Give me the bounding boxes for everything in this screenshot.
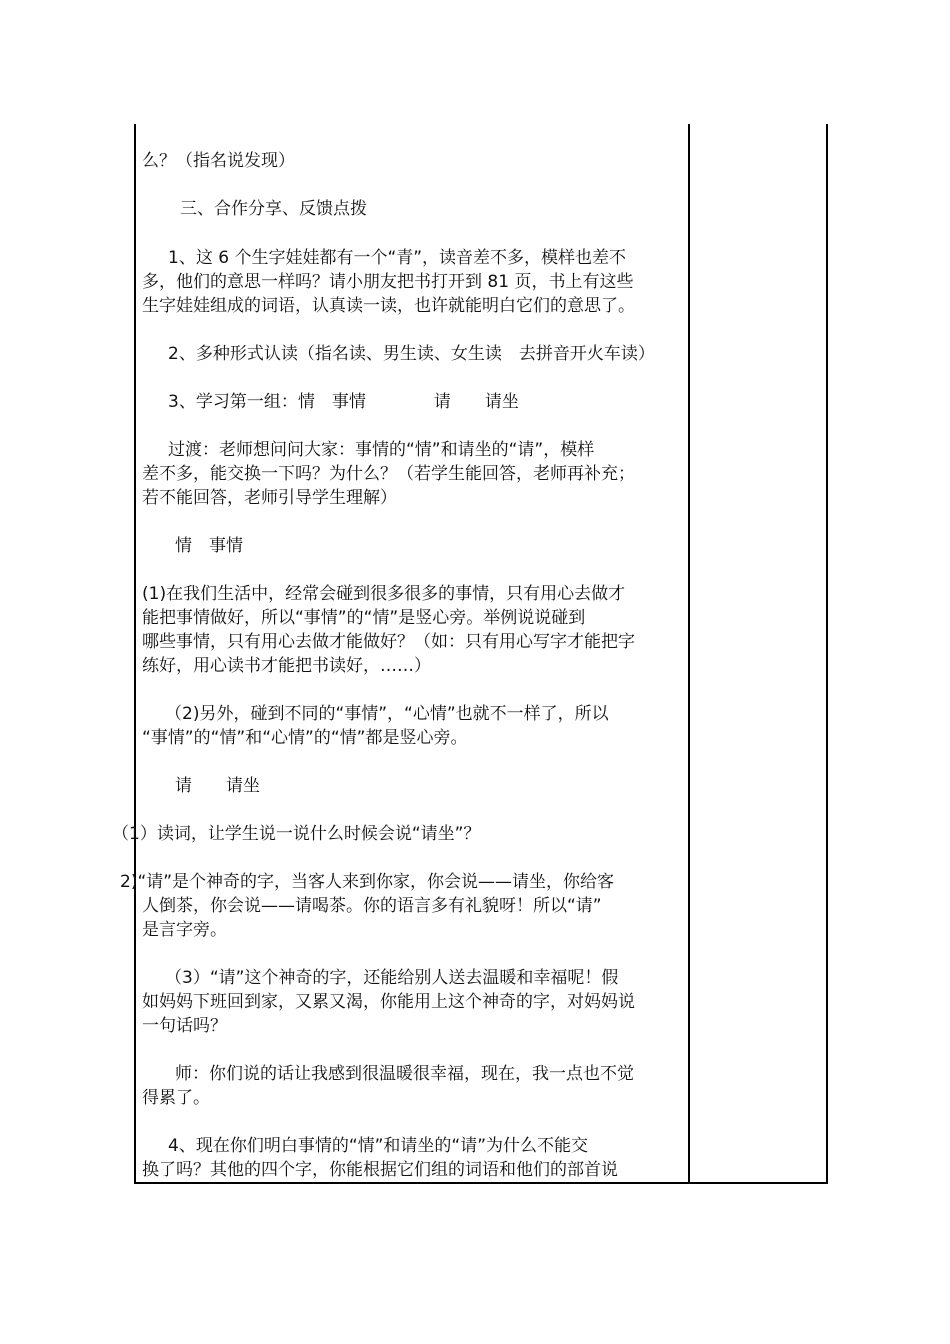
text-line: 人倒茶，你会说——请喝茶。你的语言多有礼貌呀！所以“请” bbox=[142, 896, 602, 916]
text-line: 练好，用心读书才能把书读好，……） bbox=[142, 656, 431, 676]
text-line: 1、这 6 个生字娃娃都有一个“青”，读音差不多，模样也差不 bbox=[168, 248, 627, 268]
text-line: （2)另外，碰到不同的“事情”，“心情”也就不一样了，所以 bbox=[165, 704, 609, 724]
text-line: 得累了。 bbox=[142, 1088, 210, 1108]
text-line: 4、现在你们明白事情的“情”和请坐的“请”为什么不能交 bbox=[168, 1136, 589, 1156]
text-line: 差不多，能交换一下吗？为什么？（若学生能回答，老师再补充； bbox=[142, 464, 635, 484]
text-line: 哪些事情，只有用心去做才能做好？（如：只有用心写字才能把字 bbox=[142, 632, 635, 652]
text-line: (1)在我们生活中，经常会碰到很多很多的事情，只有用心去做才 bbox=[142, 584, 626, 604]
text-line: 么？（指名说发现） bbox=[142, 151, 295, 171]
text-line: 生字娃娃组成的词语，认真读一读，也许就能明白它们的意思了。 bbox=[142, 296, 635, 316]
text-line: 换了吗？其他的四个字，你能根据它们组的词语和他们的部首说 bbox=[142, 1160, 618, 1180]
text-line: “事情”的“情”和“心情”的“情”都是竖心旁。 bbox=[142, 728, 468, 748]
text-line: 能把事情做好，所以“事情”的“情”是竖心旁。举例说说碰到 bbox=[142, 608, 586, 628]
subheading: 情 事情 bbox=[175, 536, 243, 556]
text-line: 多，他们的意思一样吗？请小朋友把书打开到 81 页，书上有这些 bbox=[142, 272, 634, 292]
text-line: 2)“请”是个神奇的字，当客人来到你家，你会说——请坐，你给客 bbox=[120, 872, 615, 892]
text-line: 一句话吗？ bbox=[142, 1016, 227, 1036]
table-border-middle bbox=[688, 124, 690, 1184]
text-line: 如妈妈下班回到家，又累又渴，你能用上这个神奇的字，对妈妈说 bbox=[142, 992, 635, 1012]
text-line: 过渡：老师想问问大家：事情的“情”和请坐的“请”，模样 bbox=[168, 440, 595, 460]
subheading: 请 请坐 bbox=[175, 776, 260, 796]
text-line: 是言字旁。 bbox=[142, 920, 227, 940]
text-line: （3）“请”这个神奇的字，还能给别人送去温暖和幸福呢！假 bbox=[165, 968, 619, 988]
table-border-right bbox=[826, 124, 828, 1184]
text-line: 师：你们说的话让我感到很温暖很幸福，现在，我一点也不觉 bbox=[175, 1064, 634, 1084]
text-line: 2、多种形式认读（指名读、男生读、女生读 去拼音开火车读） bbox=[168, 344, 655, 364]
text-line: （1）读词，让学生说一说什么时候会说“请坐”？ bbox=[112, 824, 481, 844]
table-border-bottom bbox=[134, 1182, 828, 1184]
table-border-left bbox=[134, 124, 136, 1184]
text-line: 若不能回答，老师引导学生理解） bbox=[142, 488, 397, 508]
section-heading: 三、合作分享、反馈点拨 bbox=[180, 199, 367, 219]
text-line: 3、学习第一组：情 事情 请 请坐 bbox=[168, 392, 519, 412]
